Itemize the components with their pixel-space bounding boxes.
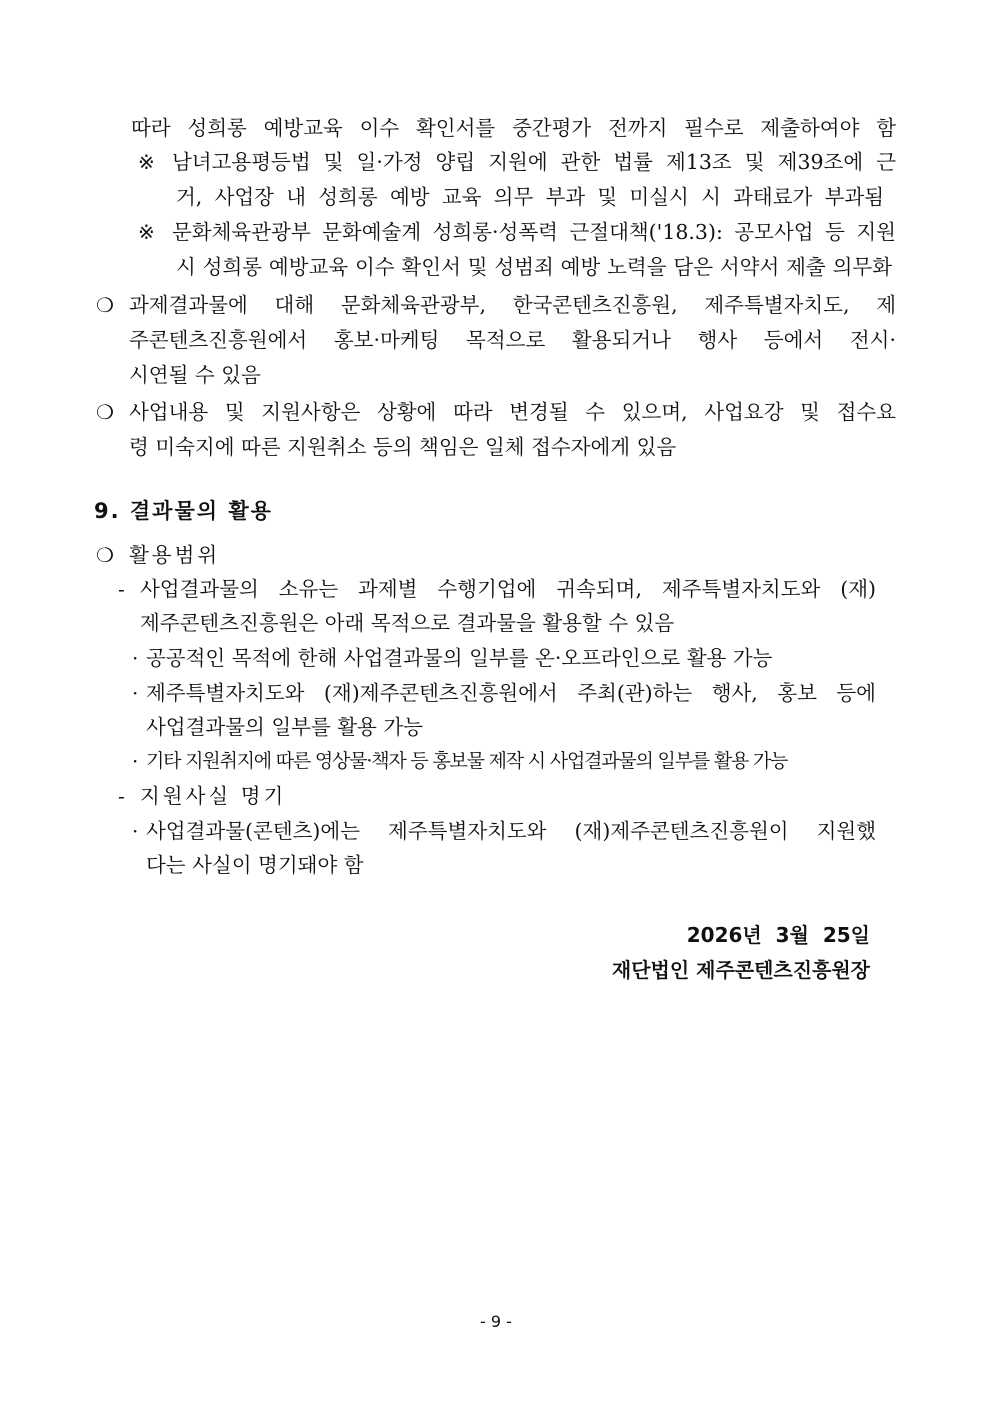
- credit-dot-line-2: 다는 사실이 명기돼야 함: [146, 853, 364, 877]
- section-heading: 9. 결과물의 활용: [94, 499, 273, 523]
- intro-line: 따라 성희롱 예방교육 이수 확인서를 중간평가 전까지 필수로 제출하여야 함: [131, 116, 896, 140]
- bullet-2-line-2: 령 미숙지에 따른 지원취소 등의 책임은 일체 접수자에게 있음: [129, 435, 677, 459]
- signer: 재단법인 제주콘텐츠진흥원장: [611, 958, 870, 982]
- dash-mark: -: [118, 784, 125, 808]
- bullet-2-line-1: 사업내용 및 지원사항은 상황에 따라 변경될 수 있으며, 사업요강 및 접수요: [129, 400, 896, 424]
- note-mark: ※: [138, 150, 155, 174]
- bullet-1-line-1: 과제결과물에 대해 문화체육관광부, 한국콘텐츠진흥원, 제주특별자치도, 제: [129, 293, 896, 317]
- note-mark: ※: [138, 220, 155, 244]
- dot-mark: ·: [132, 819, 139, 843]
- circle-bullet-icon: ❍: [96, 400, 114, 424]
- page-number: - 9 -: [480, 1312, 512, 1331]
- credit-title: 지원사실 명기: [140, 784, 287, 808]
- note-1-line-2: 거, 사업장 내 성희롱 예방 교육 의무 부과 및 미실시 시 과태료가 부과됨: [176, 185, 884, 209]
- note-2-line-1: 문화체육관광부 문화예술계 성희롱·성폭력 근절대책('18.3): 공모사업 등 지원: [172, 220, 896, 244]
- credit-dot-line-1: 사업결과물(콘텐츠)에는 제주특별자치도와 (재)제주콘텐츠진흥원이 지원했: [146, 819, 876, 843]
- circle-bullet-icon: ❍: [96, 293, 114, 317]
- scope-dot-2-line-2: 사업결과물의 일부를 활용 가능: [146, 715, 423, 739]
- scope-title: 활용범위: [129, 543, 221, 567]
- scope-dot-3: 기타 지원취지에 따른 영상물·책자 등 홍보물 제작 시 사업결과물의 일부를 활용 가능: [146, 750, 788, 772]
- dot-mark: ·: [132, 681, 139, 705]
- scope-dot-2-line-1: 제주특별자치도와 (재)제주콘텐츠진흥원에서 주최(관)하는 행사, 홍보 등에: [146, 681, 876, 705]
- dash-mark: -: [118, 577, 125, 601]
- scope-dash-line-1: 사업결과물의 소유는 과제별 수행기업에 귀속되며, 제주특별자치도와 (재): [140, 577, 876, 601]
- bullet-1-line-2: 주콘텐츠진흥원에서 홍보·마케팅 목적으로 활용되거나 행사 등에서 전시·: [129, 328, 896, 352]
- note-1-line-1: 남녀고용평등법 및 일·가정 양립 지원에 관한 법률 제13조 및 제39조에 근: [172, 150, 896, 174]
- bullet-1-line-3: 시연될 수 있음: [129, 363, 261, 387]
- scope-dot-1: 공공적인 목적에 한해 사업결과물의 일부를 온·오프라인으로 활용 가능: [146, 646, 773, 670]
- document-date: 2026년 3월 25일: [686, 923, 870, 947]
- scope-dash-line-2: 제주콘텐츠진흥원은 아래 목적으로 결과물을 활용할 수 있음: [140, 611, 675, 635]
- circle-bullet-icon: ❍: [96, 543, 114, 567]
- dot-mark: ·: [132, 646, 139, 670]
- note-2-line-2: 시 성희롱 예방교육 이수 확인서 및 성범죄 예방 노력을 담은 서약서 제출 의무화: [176, 255, 892, 279]
- dot-mark: ·: [132, 749, 139, 773]
